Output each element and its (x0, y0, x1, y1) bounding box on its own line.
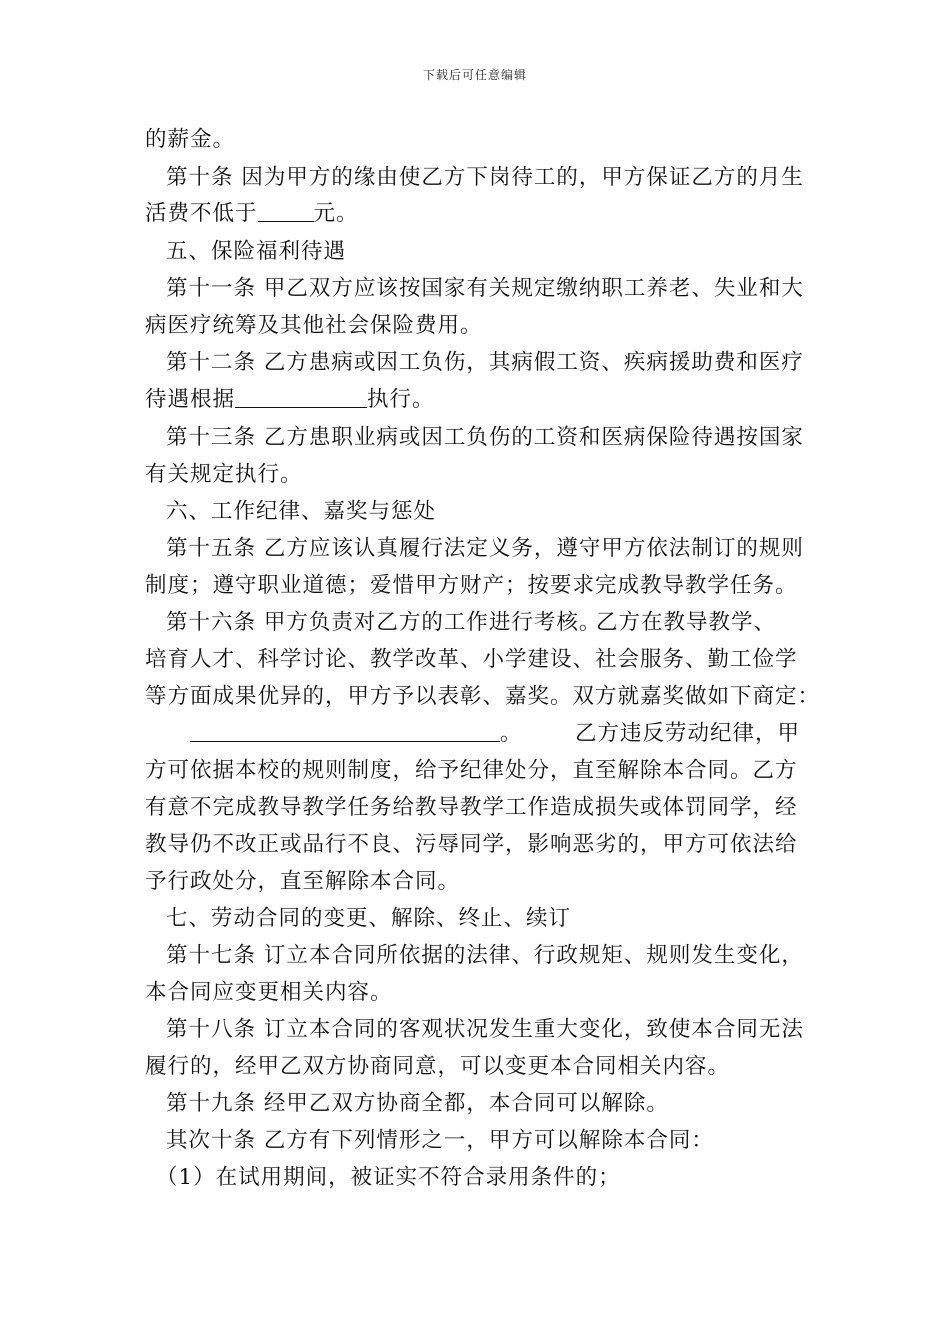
text-span: 执行。 (367, 387, 435, 412)
text-line: 有关规定执行。 (145, 462, 303, 487)
text-line (190, 716, 523, 747)
text-line: 第十三条 乙方患职业病或因工负伤的工资和医病保险待遇按国家 (166, 425, 804, 450)
text-span: 待遇根据 (145, 387, 236, 412)
text-line: 第十八条 订立本合同的客观状况发生重大变化，致使本合同无法 (166, 1017, 804, 1042)
text-line: 其次十条 乙方有下列情形之一，甲方可以解除本合同： (166, 1128, 714, 1153)
text-line: 制度；遵守职业道德；爱惜甲方财产；按要求完成教导教学任务。 (145, 573, 798, 598)
text-line: 本合同应变更相关内容。 (145, 980, 393, 1005)
page-header: 下载后可任意编辑 (422, 68, 527, 82)
fill-blank (190, 740, 500, 742)
text-line: 培育人才、科学讨论、教学改革、小学建设、社会服务、勤工俭学 (145, 647, 798, 672)
text-line: 第十五条 乙方应该认真履行法定义务，遵守甲方依法制订的规则 (166, 536, 804, 561)
section-heading: 五、保险福利待遇 (166, 239, 347, 264)
text-line: 有意不完成教导教学任务给教导教学工作造成损失或体罚同学，经 (145, 795, 798, 820)
text-line: 予行政处分，直至解除本合同。 (145, 869, 461, 894)
text-line (145, 382, 435, 413)
section-heading: 六、工作纪律、嘉奖与惩处 (166, 499, 437, 524)
text-line: 第十七条 订立本合同所依据的法律、行政规矩、规则发生变化， (166, 943, 804, 968)
text-line: 等方面成果优异的，甲方予以表彰、嘉奖。双方就嘉奖做如下商定： (145, 684, 821, 709)
fill-blank (258, 220, 314, 222)
text-line: 第十二条 乙方患病或因工负伤，其病假工资、疾病援助费和医疗 (166, 350, 804, 375)
text-line: 第十九条 经甲乙双方协商全都，本合同可以解除。 (166, 1091, 669, 1116)
text-line: 方可依据本校的规则制度，给予纪律处分，直至解除本合同。乙方 (145, 758, 798, 783)
text-span: 活费不低于 (145, 201, 258, 226)
text-line: 病医疗统筹及其他社会保险费用。 (145, 313, 483, 338)
text-span: 元。 (313, 201, 359, 226)
text-span: 。 (500, 721, 523, 746)
text-line: （1）在试用期间，被证实不符合录用条件的； (156, 1165, 621, 1190)
text-line: 乙方在教导教学、 (596, 610, 777, 635)
text-line: 履行的，经甲乙双方协商同意，可以变更本合同相关内容。 (145, 1054, 731, 1079)
section-heading: 七、劳动合同的变更、解除、终止、续订 (166, 906, 572, 931)
text-line: 第十一条 甲乙双方应该按国家有关规定缴纳职工养老、失业和大 (166, 276, 804, 301)
text-line: 第十条 因为甲方的缘由使乙方下岗待工的，甲方保证乙方的月生 (166, 165, 804, 190)
text-line: 乙方违反劳动纪律，甲 (575, 721, 801, 746)
text-line: 教导仍不改正或品行不良、污辱同学，影响恶劣的，甲方可依法给 (145, 832, 798, 857)
text-line: 第十六条 甲方负责对乙方的工作进行考核。 (166, 610, 602, 635)
fill-blank (235, 406, 367, 408)
text-line: 的薪金。 (145, 127, 236, 152)
text-line (145, 196, 359, 227)
